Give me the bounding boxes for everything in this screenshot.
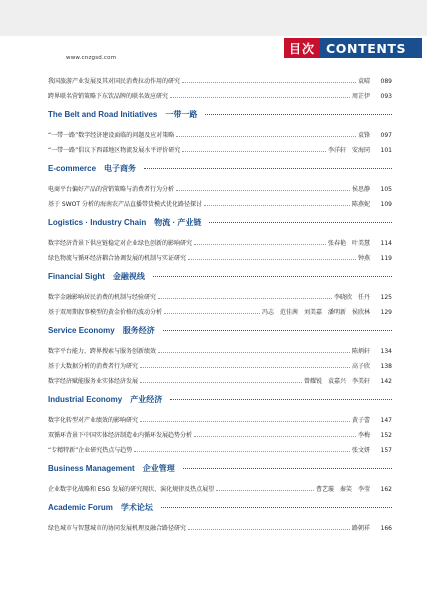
entry-title: 双循环背景下中国实体经济制造业内循环发展趋势分析: [48, 432, 193, 439]
section-title: [48, 163, 136, 174]
entry-authors: 曹艺璇 秦笑 李莹: [315, 486, 370, 493]
dot-leader: [194, 435, 356, 437]
section-rule: [183, 467, 392, 469]
entry-title: 基于双周期叙事模型的黄金价格的波动分析: [48, 309, 163, 316]
section-title-cn: 物流 · 产业链: [154, 217, 202, 227]
entry-page-number: 109: [380, 201, 392, 208]
entry-page-number: 119: [380, 255, 392, 262]
dot-leader: [158, 351, 350, 353]
entry-title: “专精特新”企业研究热点与趋势: [48, 447, 133, 454]
logo-en-text: CONTENTS: [320, 38, 422, 58]
entry-authors: 李晓欣 任丹: [333, 294, 370, 301]
dot-leader: [176, 189, 350, 191]
entry-page-number: 093: [380, 93, 392, 100]
entry-page-number: 101: [380, 147, 392, 154]
entry-page-number: 105: [380, 186, 392, 193]
toc-entry[interactable]: [48, 178, 392, 193]
entry-authors: 黄子蕾: [351, 417, 370, 424]
section-title-spacer: [113, 503, 121, 512]
toc-entry[interactable]: [48, 85, 392, 100]
toc-entry[interactable]: [48, 439, 392, 454]
dot-leader: [134, 450, 350, 452]
entry-authors: 周芷伊: [351, 93, 370, 100]
dot-leader: [140, 420, 350, 422]
section-title-cn: 服务经济: [122, 325, 155, 335]
site-url[interactable]: www.cnzgsd.com: [66, 55, 117, 61]
section-title-en: Logistics · Industry Chain: [48, 217, 147, 227]
entry-title: 数字经济背景下供应链稳定对企业绿色创新的影响研究: [48, 240, 193, 247]
section-title-en: E-commerce: [48, 163, 97, 173]
logo-cn-text: 目次: [284, 38, 320, 58]
toc-entry[interactable]: [48, 517, 392, 532]
section-title: [48, 217, 201, 228]
section-title: [48, 463, 175, 474]
section-rule: [161, 506, 392, 508]
section-rule: [170, 398, 392, 400]
section-heading: [48, 499, 392, 515]
section-heading: [48, 391, 392, 407]
section-rule: [163, 329, 392, 331]
entry-authors: 袁锋: [357, 132, 370, 139]
entry-authors: 陈燕妮: [351, 201, 370, 208]
table-of-contents: [48, 70, 392, 532]
section-heading: [48, 160, 392, 176]
dot-leader: [182, 81, 356, 83]
section-title-cn: 产业经济: [130, 394, 163, 404]
entry-page-number: 162: [380, 486, 392, 493]
section-title-spacer: [105, 272, 113, 281]
section-heading: [48, 106, 392, 122]
contents-logo: [284, 38, 422, 58]
dot-leader: [176, 135, 356, 137]
entry-page-number: 097: [380, 132, 392, 139]
dot-leader: [158, 297, 332, 299]
entry-authors: 陈炳轩: [351, 348, 370, 355]
section-heading: [48, 268, 392, 284]
toc-entry[interactable]: [48, 139, 392, 154]
entry-authors: 张春艳 叶美慧: [327, 240, 370, 247]
entry-title: 跨界联名营销策略下东饮品牌的联名效应研究: [48, 93, 169, 100]
entry-title: 绿色城市与智慧城市的协同发展机理及融合路径研究: [48, 525, 187, 532]
section-heading: [48, 322, 392, 338]
entry-authors: 张文妍: [351, 447, 370, 454]
section-title-cn: 学术论坛: [120, 502, 153, 512]
entry-title: “一带一路”倡议下西部地区物流发展水平评价研究: [48, 147, 181, 154]
dot-leader: [140, 366, 350, 368]
section-rule: [153, 275, 392, 277]
entry-page-number: 147: [380, 417, 392, 424]
toc-entry[interactable]: [48, 247, 392, 262]
entry-title: 数字平台能力、跨界搜索与服务创新绩效: [48, 348, 157, 355]
entry-page-number: 125: [380, 294, 392, 301]
dot-leader: [194, 243, 326, 245]
toc-entry[interactable]: [48, 409, 392, 424]
section-title-cn: 企业管理: [142, 463, 175, 473]
entry-authors: 冯志 范佳茜 刘美嘉 潘明新 侯欣林: [261, 309, 370, 316]
dot-leader: [182, 150, 326, 152]
section-title-cn: 电子商务: [104, 163, 137, 173]
section-title-spacer: [115, 326, 123, 335]
entry-page-number: 129: [380, 309, 392, 316]
dot-leader: [164, 312, 260, 314]
toc-entry[interactable]: [48, 124, 392, 139]
dot-leader: [188, 258, 356, 260]
entry-authors: 袁晴: [357, 78, 370, 85]
section-title-en: Industrial Economy: [48, 394, 123, 404]
section-title-en: Academic Forum: [48, 502, 113, 512]
entry-title: “一带一路”数字经济建设面临的问题及应对策略: [48, 132, 175, 139]
section-title-cn: 金融视线: [112, 271, 145, 281]
entry-authors: 李梅: [357, 432, 370, 439]
entry-title: 数字经济赋能服务业实体经济发展: [48, 378, 139, 385]
section-title-cn: 一带一路: [165, 109, 198, 119]
section-title-spacer: [96, 164, 104, 173]
header-band: [0, 0, 427, 36]
entry-page-number: 152: [380, 432, 392, 439]
dot-leader: [204, 204, 350, 206]
entry-title: 电商平台偏好产品的营销策略与消费者行为分析: [48, 186, 175, 193]
section-title-spacer: [135, 464, 143, 473]
toc-entry[interactable]: [48, 301, 392, 316]
section-rule: [205, 113, 392, 115]
entry-title: 绿色物流与循环经济耦合协调发展的机制与实证研究: [48, 255, 187, 262]
section-title: [48, 325, 155, 336]
entry-authors: 侯思静: [351, 186, 370, 193]
toc-entry[interactable]: [48, 370, 392, 385]
section-heading: [48, 460, 392, 476]
entry-title: 数字化转型对产业绩效的影响研究: [48, 417, 139, 424]
toc-entry[interactable]: [48, 355, 392, 370]
toc-entry[interactable]: [48, 232, 392, 247]
section-rule: [209, 221, 392, 223]
entry-title: 基于大数据分析的消费者行为研究: [48, 363, 139, 370]
toc-entry[interactable]: [48, 424, 392, 439]
section-title: [48, 271, 145, 282]
section-title: [48, 109, 197, 120]
dot-leader: [170, 96, 350, 98]
entry-authors: 路朝祥: [351, 525, 370, 532]
section-title-en: The Belt and Road Initiatives: [48, 109, 158, 119]
section-title-en: Service Economy: [48, 325, 115, 335]
dot-leader: [140, 381, 302, 383]
entry-page-number: 114: [380, 240, 392, 247]
dot-leader: [188, 528, 350, 530]
toc-entry[interactable]: [48, 70, 392, 85]
entry-authors: 曾耀锐 袁嘉兴 李美轩: [303, 378, 370, 385]
toc-entry[interactable]: [48, 286, 392, 301]
toc-entry[interactable]: [48, 340, 392, 355]
entry-authors: 高子欣: [351, 363, 370, 370]
entry-page-number: 089: [380, 78, 392, 85]
entry-page-number: 134: [380, 348, 392, 355]
entry-page-number: 166: [380, 525, 392, 532]
entry-title: 基于 SWOT 分析的海南农产品直播带货模式优化路径探讨: [48, 201, 202, 208]
entry-title: 企业数字化战略和 ESG 发展的研究现状、演化规律及热点展望: [48, 486, 215, 493]
entry-authors: 钟燕: [357, 255, 370, 262]
entry-page-number: 142: [380, 378, 392, 385]
section-title: [48, 502, 153, 513]
entry-title: 数字金融影响居民消费的机制与经验研究: [48, 294, 157, 301]
section-title: [48, 394, 162, 405]
toc-entry[interactable]: [48, 478, 392, 493]
section-title-en: Business Management: [48, 463, 135, 473]
entry-page-number: 138: [380, 363, 392, 370]
entry-authors: 李洋轩 安海同: [327, 147, 370, 154]
section-rule: [144, 167, 392, 169]
section-title-en: Financial Sight: [48, 271, 105, 281]
toc-entry[interactable]: [48, 193, 392, 208]
section-heading: [48, 214, 392, 230]
dot-leader: [216, 489, 314, 491]
entry-title: 我国旅游产业发展及其对国民消费拉动作用的研究: [48, 78, 181, 85]
entry-page-number: 157: [380, 447, 392, 454]
